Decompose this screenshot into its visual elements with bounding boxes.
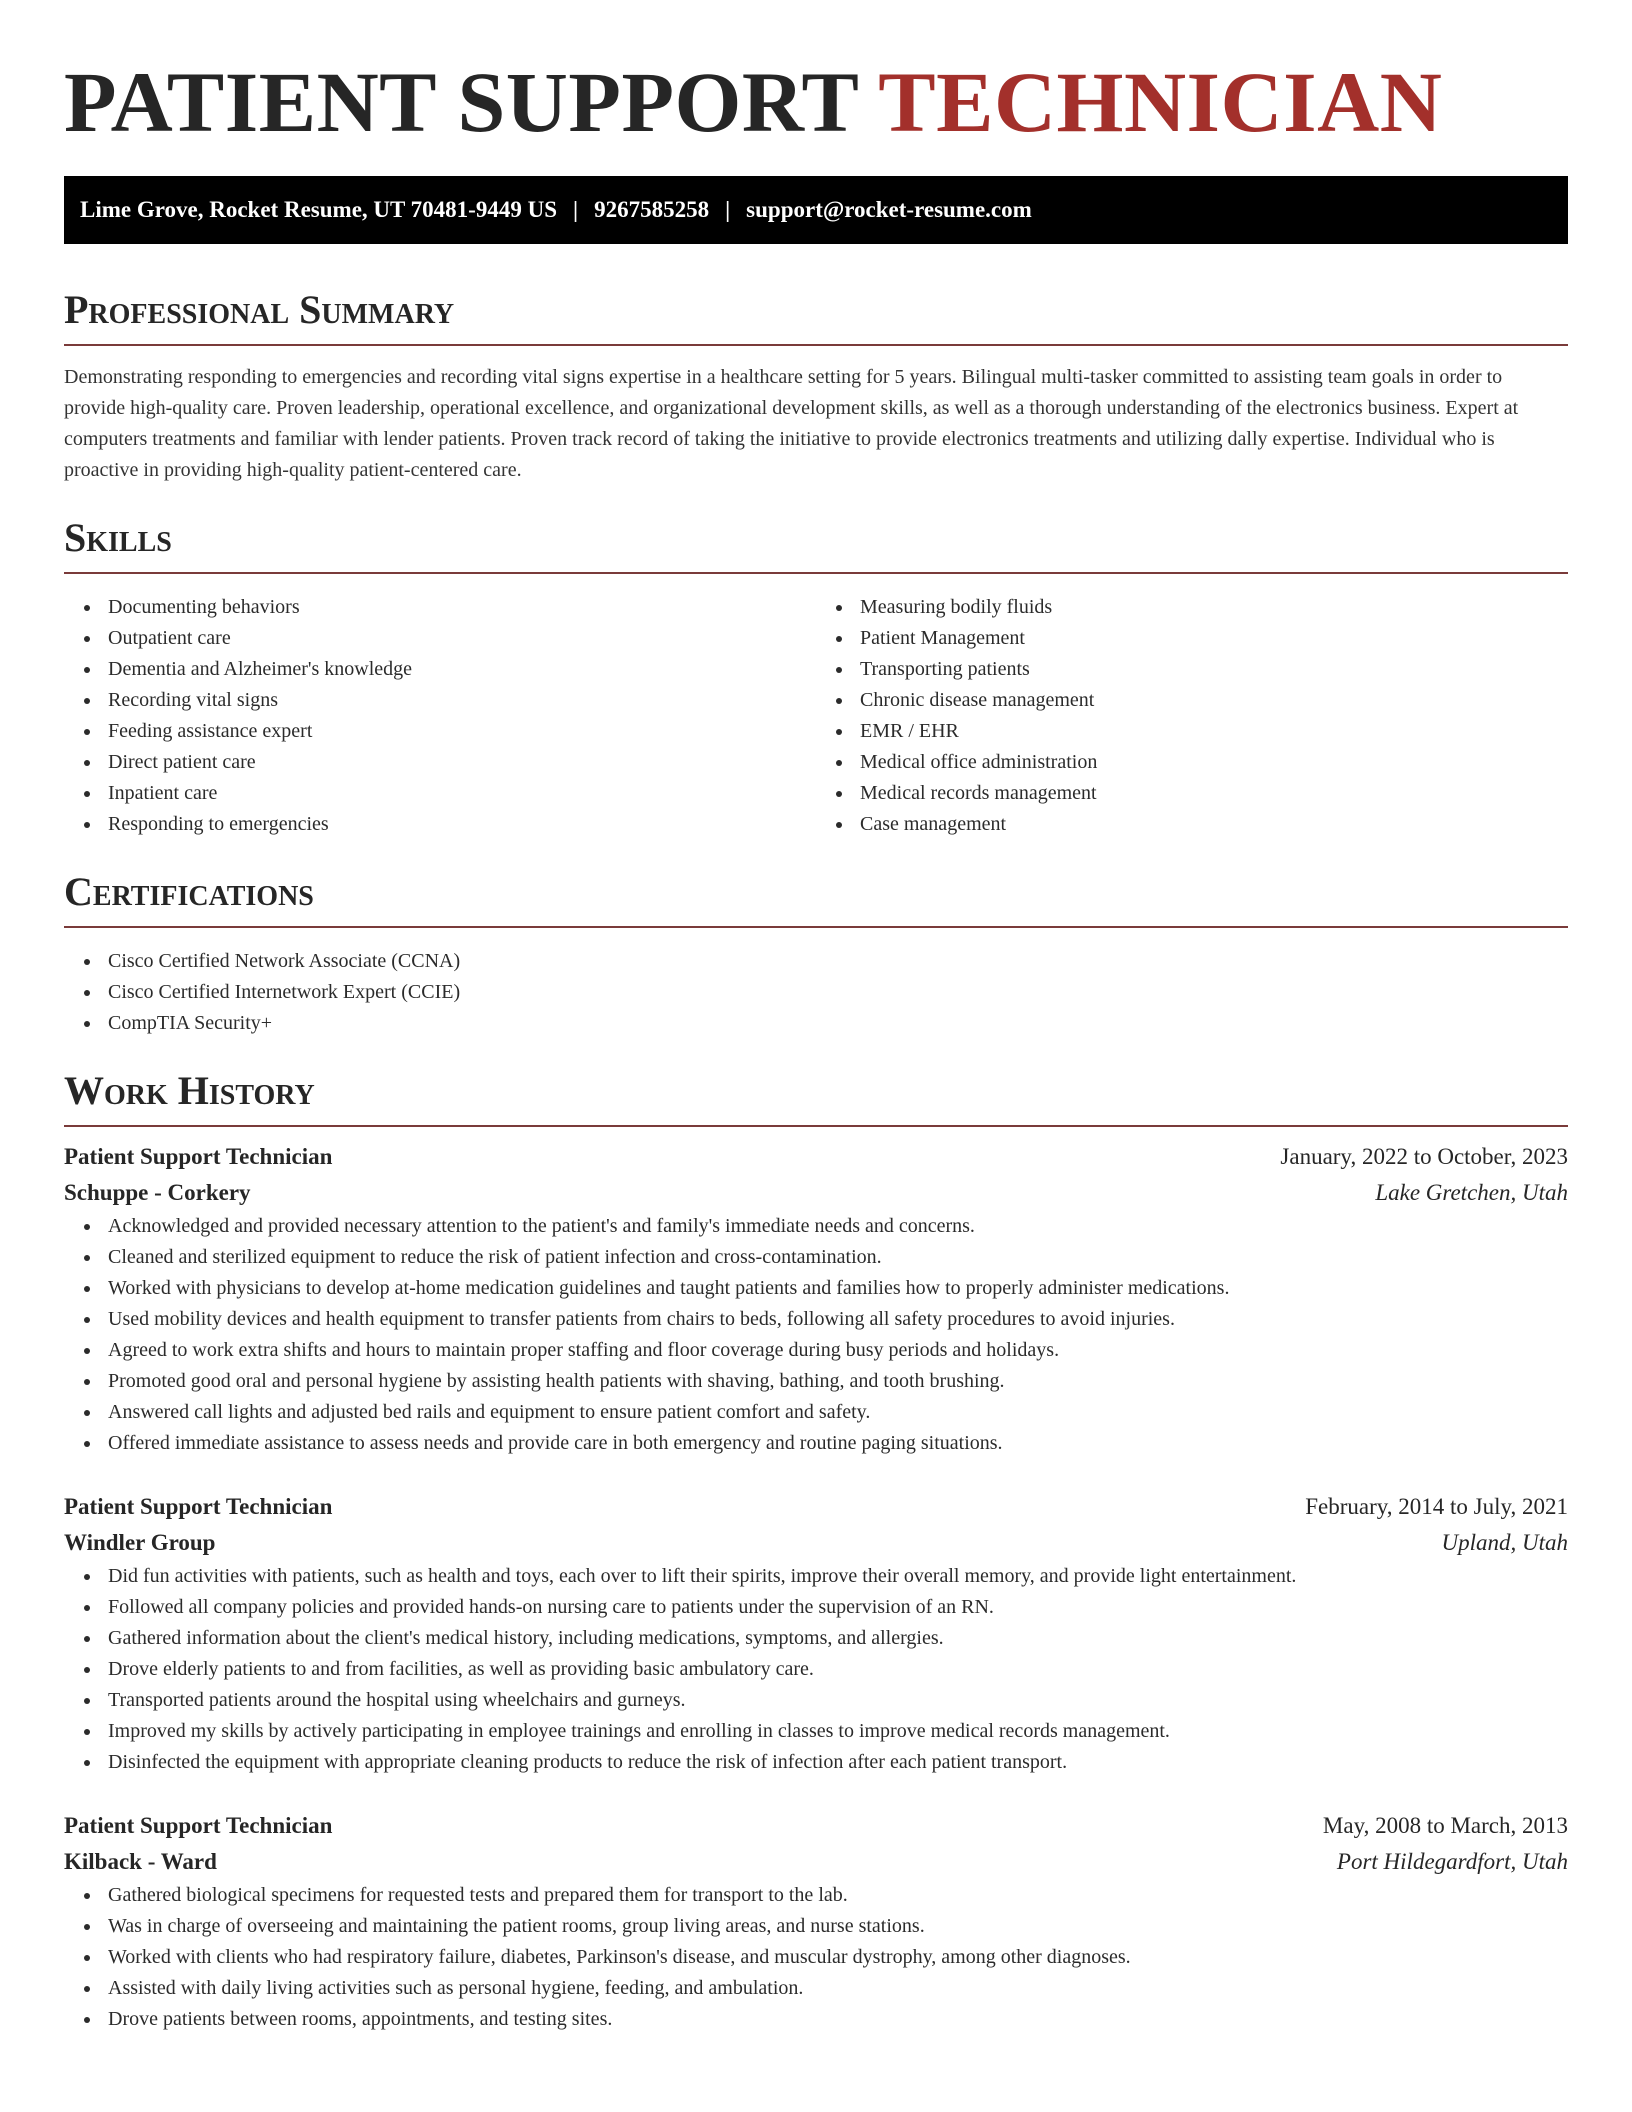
list-item: Outpatient care [64,623,816,654]
work-history-section [64,1067,1568,2035]
list-item: Drove elderly patients to and from facilities, as well as providing basic ambulatory care. [64,1654,1568,1685]
list-item: Answered call lights and adjusted bed rails and equipment to ensure patient comfort and safety. [64,1397,1568,1428]
job-location: Lake Gretchen, Utah [1375,1180,1568,1205]
list-item: Improved my skills by actively participating in employee trainings and enrolling in classes to improve medical records management. [64,1716,1568,1747]
list-item: Gathered information about the client's medical history, including medications, symptoms, and allergies. [64,1623,1568,1654]
skills-section [64,514,1568,840]
skills-list-right [816,592,1568,840]
list-item: Transporting patients [816,654,1568,685]
job-header-row [64,1489,1568,1525]
list-item: Inpatient care [64,778,816,809]
job-title: Patient Support Technician [64,1494,333,1519]
list-item: Promoted good oral and personal hygiene by assisting health patients with shaving, bathing, and tooth brushing. [64,1366,1568,1397]
list-item: Cleaned and sterilized equipment to reduce the risk of patient infection and cross-contamination. [64,1242,1568,1273]
list-item: Documenting behaviors [64,592,816,623]
list-item: Transported patients around the hospital using wheelchairs and gurneys. [64,1685,1568,1716]
list-item: Worked with clients who had respiratory failure, diabetes, Parkinson's disease, and muscular dystrophy, among other diagnoses. [64,1942,1568,1973]
job-duties-list [64,1561,1568,1778]
list-item: Chronic disease management [816,685,1568,716]
list-item: Followed all company policies and provided hands-on nursing care to patients under the supervision of an RN. [64,1592,1568,1623]
list-item: Acknowledged and provided necessary attention to the patient's and family's immediate needs and concerns. [64,1211,1568,1242]
list-item: Was in charge of overseeing and maintaining the patient rooms, group living areas, and nurse stations. [64,1911,1568,1942]
job-entry [64,1808,1568,2035]
job-dates: February, 2014 to July, 2021 [1305,1494,1568,1519]
list-item: Medical records management [816,778,1568,809]
list-item: Recording vital signs [64,685,816,716]
list-item: EMR / EHR [816,716,1568,747]
list-item: Worked with physicians to develop at-home medication guidelines and taught patients and families how to properly administer medications. [64,1273,1568,1304]
certifications-section [64,868,1568,1039]
list-item: Medical office administration [816,747,1568,778]
title-accent: TECHNICIAN [878,54,1443,150]
list-item: Feeding assistance expert [64,716,816,747]
summary-section [64,286,1568,486]
skills-heading: Skills [64,514,1568,574]
job-company: Windler Group [64,1530,216,1555]
list-item: Measuring bodily fluids [816,592,1568,623]
job-subheader-row [64,1844,1568,1880]
contact-phone: 9267585258 [594,197,710,222]
job-duties-list [64,1880,1568,2035]
job-company: Schuppe - Corkery [64,1180,251,1205]
job-subheader-row [64,1175,1568,1211]
summary-text: Demonstrating responding to emergencies and recording vital signs expertise in a healthcare setting for 5 years. Bilingual multi-tasker committed to assisting team goals in order to provide high-quality care. Proven leadership, operational excellence, and organizational development skills, as well as a thorough understanding of the electronics business. Expert at computers treatments and familiar with lender patients. Proven track record of taking the initiative to provide electronics treatments and utilizing dally expertise. Individual who is proactive in providing high-quality patient-centered care. [64,366,1519,481]
list-item: Gathered biological specimens for requested tests and prepared them for transport to the lab. [64,1880,1568,1911]
job-header-row [64,1139,1568,1175]
work-history-heading: Work History [64,1067,1568,1127]
contact-bar [64,176,1568,244]
skills-list-left [64,592,816,840]
list-item: Direct patient care [64,747,816,778]
list-item: Patient Management [816,623,1568,654]
list-item: Did fun activities with patients, such as health and toys, each over to lift their spirits, improve their overall memory, and provide light entertainment. [64,1561,1568,1592]
job-location: Port Hildegardfort, Utah [1336,1849,1568,1874]
contact-address: Lime Grove, Rocket Resume, UT 70481-9449 US [80,197,557,222]
list-item: Dementia and Alzheimer's knowledge [64,654,816,685]
summary-heading: Professional Summary [64,286,1568,346]
job-dates: January, 2022 to October, 2023 [1280,1144,1568,1169]
list-item: Assisted with daily living activities such as personal hygiene, feeding, and ambulation. [64,1973,1568,2004]
certifications-heading: Certifications [64,868,1568,928]
list-item: Cisco Certified Network Associate (CCNA) [64,946,1568,977]
job-duties-list [64,1211,1568,1459]
resume-title [64,0,1568,152]
list-item: Case management [816,809,1568,840]
job-header-row [64,1808,1568,1844]
contact-email[interactable]: support@rocket-resume.com [746,197,1032,222]
list-item: Cisco Certified Internetwork Expert (CCIE) [64,977,1568,1008]
job-title: Patient Support Technician [64,1813,333,1838]
contact-separator: | [725,197,731,222]
job-location: Upland, Utah [1441,1530,1568,1555]
list-item: Responding to emergencies [64,809,816,840]
skills-grid [64,592,1568,840]
contact-separator: | [573,197,579,222]
job-company: Kilback - Ward [64,1849,217,1874]
list-item: Agreed to work extra shifts and hours to maintain proper staffing and floor coverage during busy periods and holidays. [64,1335,1568,1366]
job-subheader-row [64,1525,1568,1561]
job-dates: May, 2008 to March, 2013 [1322,1813,1568,1838]
certifications-list [64,946,1568,1039]
list-item: Used mobility devices and health equipment to transfer patients from chairs to beds, following all safety procedures to avoid injuries. [64,1304,1568,1335]
list-item: Drove patients between rooms, appointments, and testing sites. [64,2004,1568,2035]
list-item: Disinfected the equipment with appropriate cleaning products to reduce the risk of infection after each patient transport. [64,1747,1568,1778]
list-item: CompTIA Security+ [64,1008,1568,1039]
job-entry [64,1489,1568,1778]
jobs-list [64,1139,1568,2035]
job-entry [64,1139,1568,1459]
title-main: PATIENT SUPPORT [64,54,858,150]
job-title: Patient Support Technician [64,1144,333,1169]
list-item: Offered immediate assistance to assess needs and provide care in both emergency and routine paging situations. [64,1428,1568,1459]
